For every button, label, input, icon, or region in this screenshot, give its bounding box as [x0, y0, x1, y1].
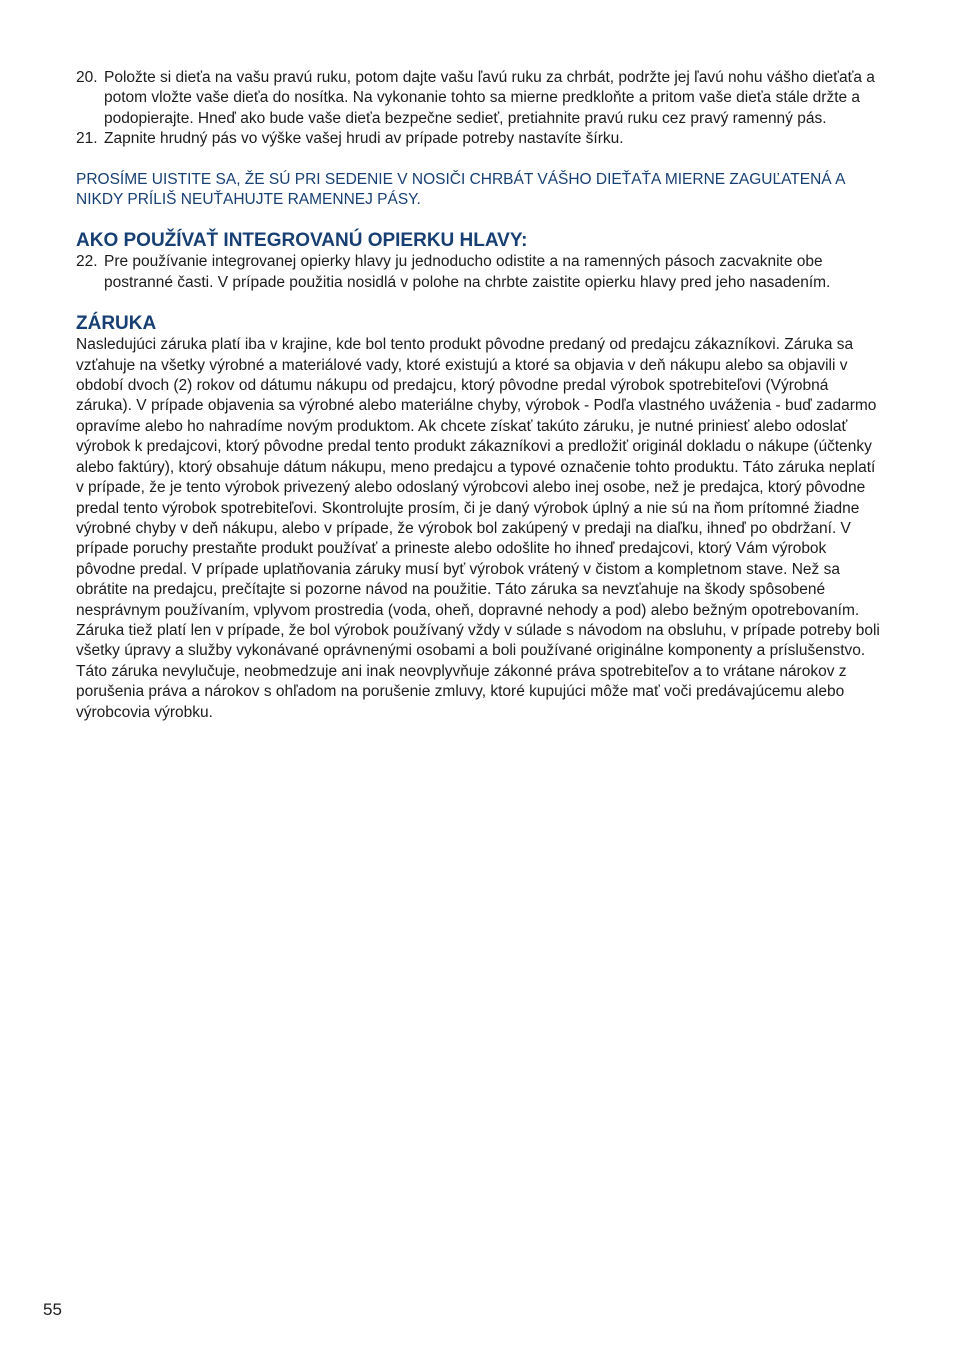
- warranty-heading: ZÁRUKA: [76, 313, 157, 335]
- steps-list-top: [76, 68, 884, 150]
- step-21: [76, 129, 884, 149]
- step-22: [76, 252, 884, 293]
- step-number: 21.: [76, 130, 98, 148]
- step-text: Pre používanie integrovanej opierky hlavy ju jednoducho odistite a na ramenných pásoch zacvaknite obe postranné časti. V prípade použitia nosidlá v polohe na chrbte zaistite opierku hlavy pred jeho nasadením.: [104, 253, 831, 291]
- document-body: [76, 68, 884, 723]
- page-number: 55: [43, 1300, 62, 1319]
- safety-notice: PROSÍME UISTITE SA, ŽE SÚ PRI SEDENIE V NOSIČI CHRBÁT VÁŠHO DIEŤAŤA MIERNE ZAGUĽATENÁ A NIKDY PRÍLIŠ NEUŤAHUJTE RAMENNEJ PÁSY.: [76, 170, 845, 209]
- warranty-text: Nasledujúci záruka platí iba v krajine, kde bol tento produkt pôvodne predaný od predajcu zákazníkovi. Záruka sa vzťahuje na všetky výrobné a materiálové vady, ktoré existujú a ktoré sa objavia v deň nákupu alebo sa objavili v období dvoch (2) rokov od dátumu nákupu od predajcu, ktorý pôvodne predal výrobok spotrebiteľovi (Výrobná záruka). V prípade objavenia sa výrobné alebo materiálne chyby, výrobok - Podľa vlastného uváženia - buď zadarmo opravíme alebo ho nahradíme novým produktom. Ak chcete získať takúto záruku, je nutné priniesť alebo odoslať výrobok k predajcovi, ktorý pôvodne predal tento produkt zákazníkovi a predložiť originál dokladu o nákupe (účtenky alebo faktúry), ktorý obsahuje dátum nákupu, meno predajcu a typové označenie tohto produktu. Táto záruka neplatí v prípade, že je tento výrobok privezený alebo odoslaný výrobcovi alebo inej osobe, než je predajca, ktorý pôvodne predal tento výrobok spotrebiteľovi. Skontrolujte prosím, či je daný výrobok úplný a nie sú na ňom prítomné žiadne výrobné chyby v deň nákupu, alebo v prípade, že výrobok bol zakúpený v predaji na diaľku, ihneď po obdržaní. V prípade poruchy prestaňte produkt používať a prineste alebo odošlite ho ihneď predajcovi, ktorý Vám výrobok pôvodne predal. V prípade uplatňovania záruky musí byť výrobok vrátený v čistom a kompletnom stave. Než sa obrátite na predajcu, prečítajte si pozorne návod na použitie. Táto záruka sa nevzťahuje na škody spôsobené nesprávnym používaním, vplyvom prostredia (voda, oheň, dopravné nehody a pod) alebo bežným opotrebovaním. Záruka tiež platí len v prípade, že bol výrobok používaný vždy v súlade s návodom na obsluhu, v prípade potreby boli všetky úpravy a služby vykonávané oprávnenými osobami a boli používané originálne komponenty a príslušenstvo. Táto záruka nevylučuje, neobmedzuje ani inak neovplyvňuje zákonné práva spotrebiteľov a to vrátane nárokov z porušenia práva a nárokov s ohľadom na porušenie zmluvy, ktoré kupujúci môže mať voči predávajúcemu alebo výrobcovia výrobku.: [76, 336, 880, 721]
- steps-list-headrest: [76, 252, 884, 293]
- step-number: 20.: [76, 69, 98, 86]
- step-text: Položte si dieťa na vašu pravú ruku, potom dajte vašu ľavú ruku za chrbát, podržte jej ľavú nohu vášho dieťaťa a potom vložte vaše dieťa do nosítka. Na vykonanie tohto sa mierne predkloňte a pritom vaše dieťa stále držte a podopierajte. Hneď ako bude vaše dieťa bezpečne sedieť, pretiahnite pravú ruku cez pravý ramenný pás.: [104, 69, 875, 127]
- step-text: Zapnite hrudný pás vo výške vašej hrudi av prípade potreby nastavíte šírku.: [104, 130, 624, 148]
- step-number: 22.: [76, 253, 98, 271]
- step-20: [76, 68, 884, 129]
- headrest-heading: AKO POUŽÍVAŤ INTEGROVANÚ OPIERKU HLAVY:: [76, 230, 528, 252]
